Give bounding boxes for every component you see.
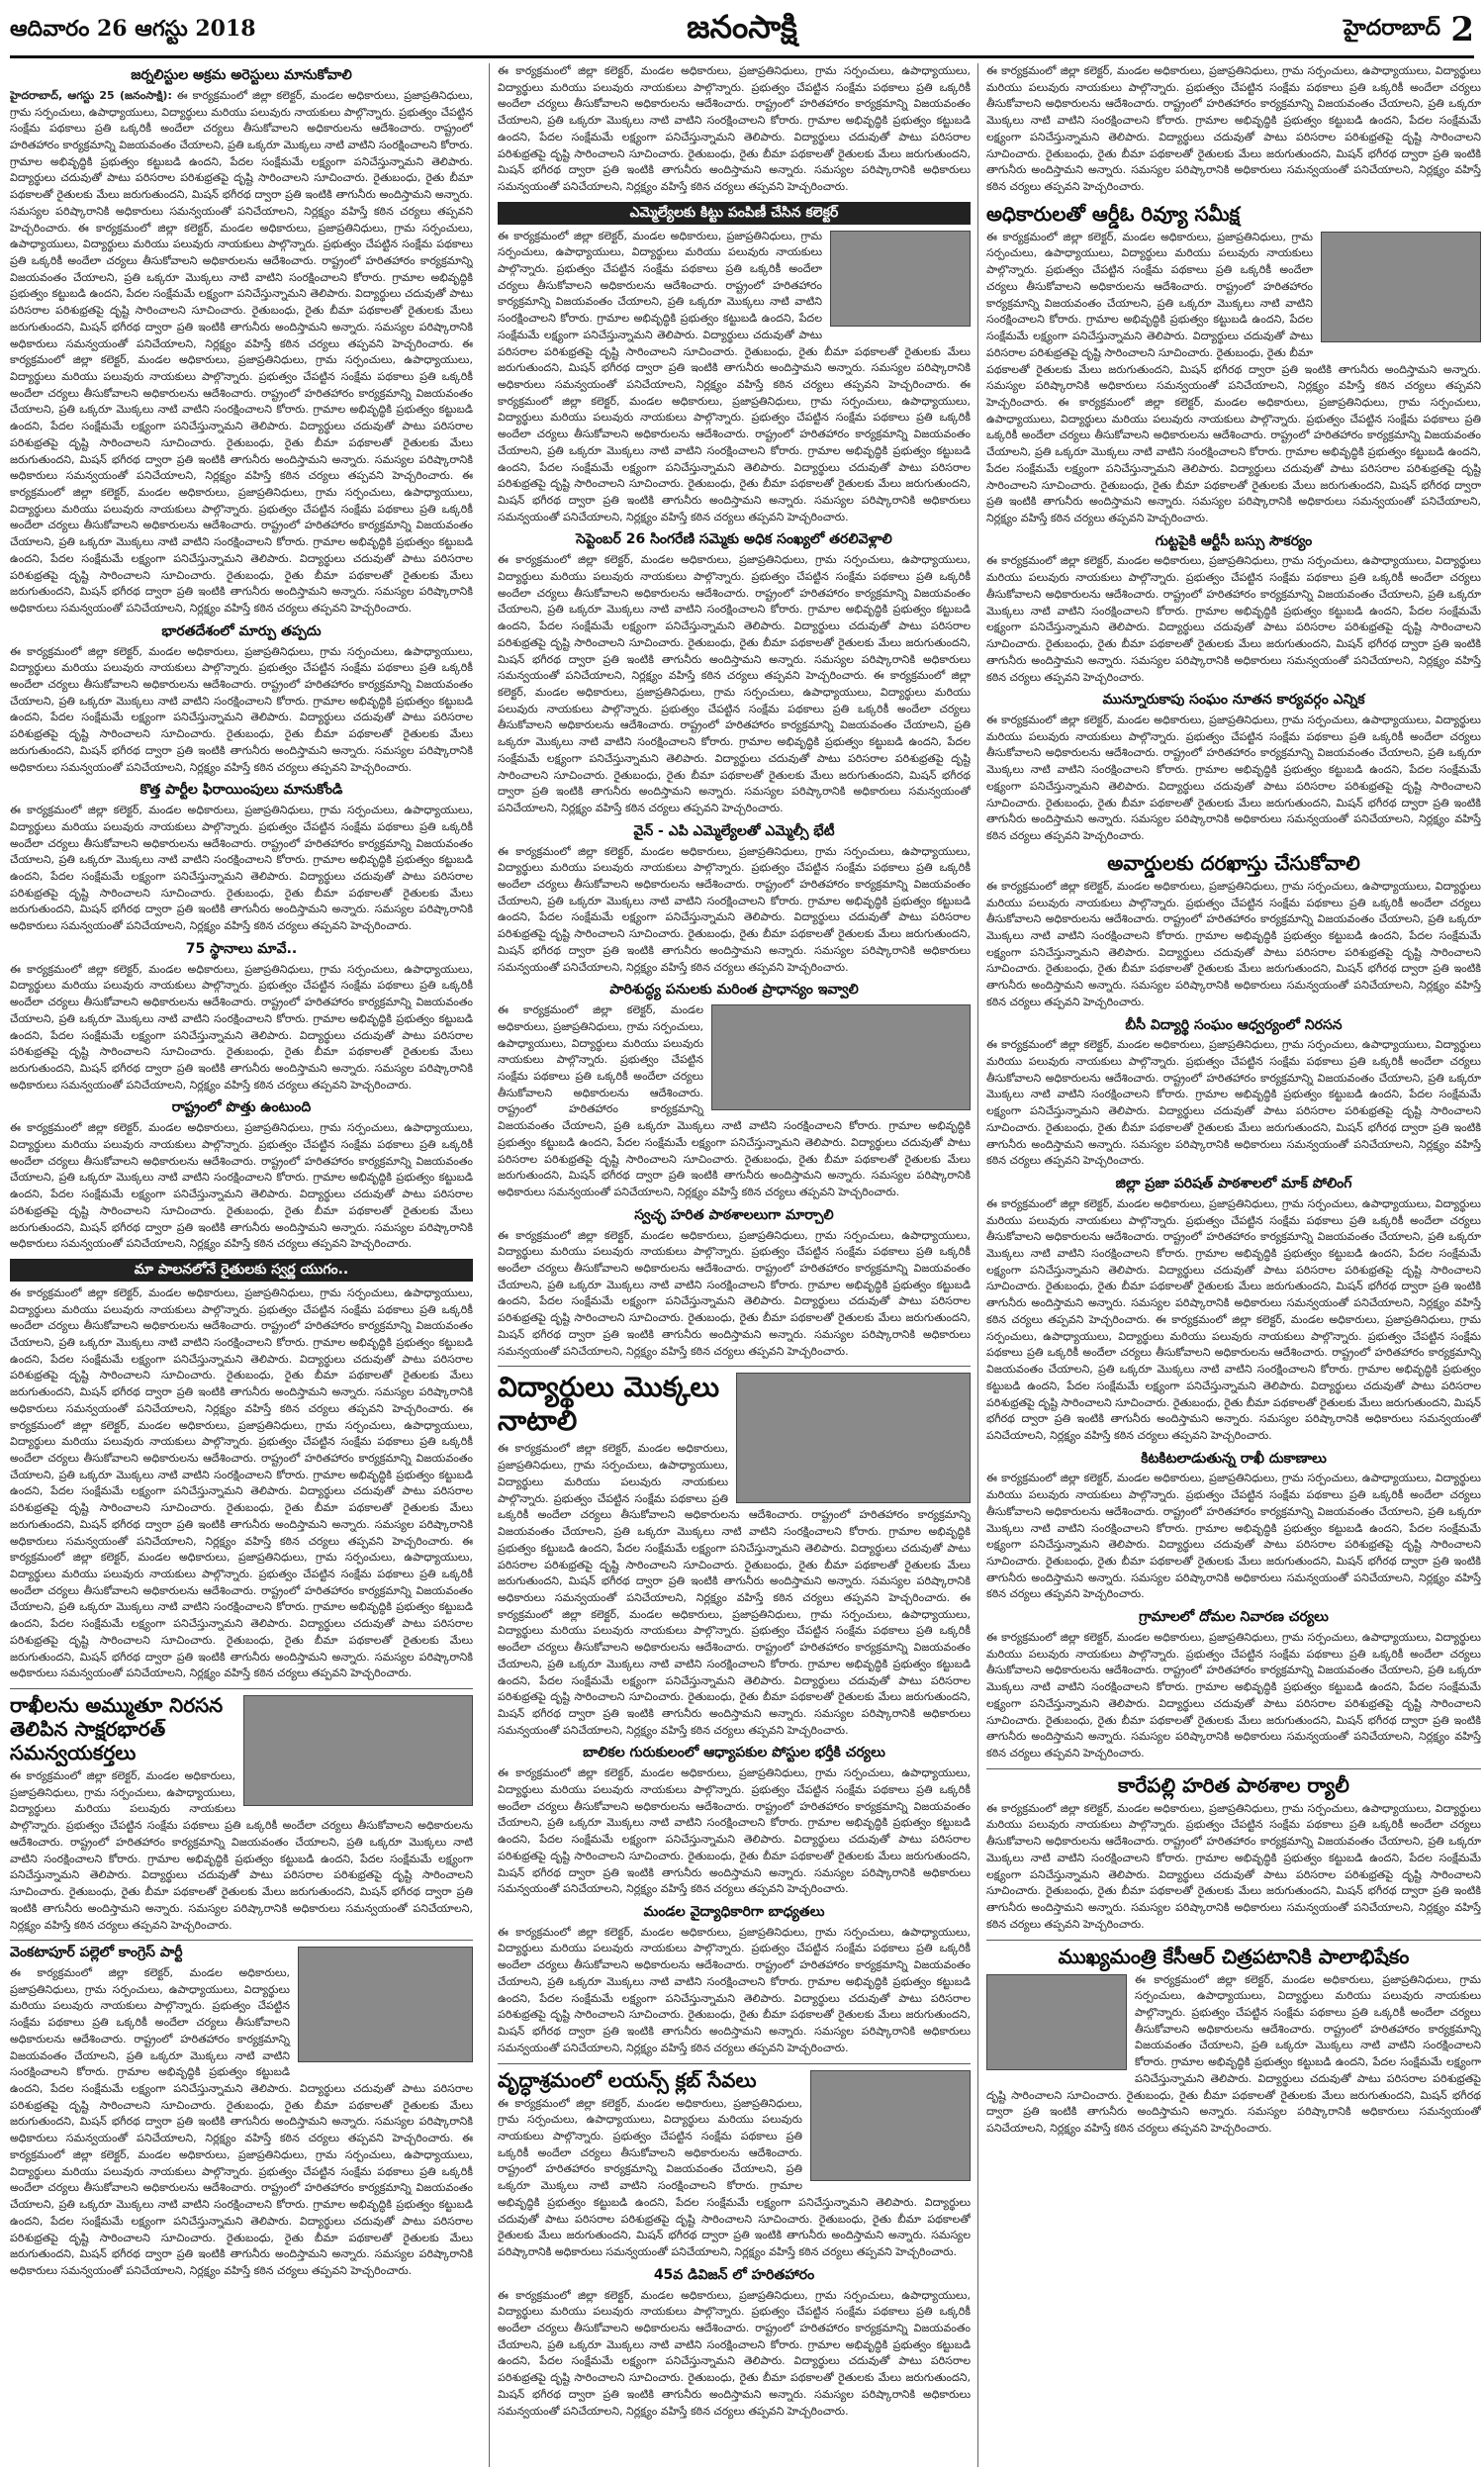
column-left [10, 63, 473, 2467]
masthead [10, 6, 1474, 58]
story [498, 1745, 971, 1898]
story [986, 533, 1481, 687]
page-number: 2 [1450, 10, 1474, 49]
story [498, 1371, 971, 1739]
story [986, 1176, 1481, 1445]
divider [986, 1940, 1481, 1941]
divider [498, 2063, 971, 2064]
headline: పారిశుద్ధ్య పనులకు మరింత ప్రాధాన్యం ఇవ్వాలి [609, 982, 859, 999]
headline: విద్యార్థులు మొక్కలు నాటాలి [498, 1371, 720, 1437]
headline: కొత్త పార్టీల ఫిరాయింపులు మానుకోండి [139, 782, 343, 799]
headline: జిల్లా ప్రజా పరిషత్ పాఠశాలలో మాక్ పోలింగ్ [1115, 1176, 1352, 1192]
news-photo [298, 1947, 473, 2062]
story [498, 1904, 971, 2057]
story-body: ఈ కార్యక్రమంలో జిల్లా కలెక్టర్, మండల అధికారులు, ప్రజాప్రతినిధులు, గ్రామ సర్పంచులు, ఉపాధ్యాయులు, విద్యార్థులు మరియు పలువురు నాయకులు పాల్గొన్నారు. ప్రభుత్వం చేపట్టిన సంక్షేమ పథకాలు ప్రతి ఒక్కరికీ అందేలా చర్యలు తీసుకోవాలని అధికారులను ఆదేశించారు. రాష్ట్రంలో హరితహారం కార్యక్రమాన్ని విజయవంతం చేయాలని, ప్రతి ఒక్కరూ మొక్కలు నాటి వాటిని సంరక్షించాలని కోరారు. గ్రామాల అభివృద్ధికి ప్రభుత్వం కట్టుబడి ఉందని, పేదల సంక్షేమమే లక్ష్యంగా పనిచేస్తున్నామని తెలిపారు. విద్యార్థులు చదువుతో పాటు పరిసరాల పరిశుభ్రతపై దృష్టి సారించాలని సూచించారు. రైతుబంధు, రైతు బీమా పథకాలతో రైతులకు మేలు జరుగుతుందని, మిషన్ భగీరథ ద్వారా ప్రతి ఇంటికి తాగునీరు అందిస్తామని అన్నారు. సమస్యల పరిష్కారానికి అధికారులు సమన్వయంతో పనిచేయాలని, నిర్లక్ష్యం వహిస్తే కఠిన చర్యలు తప్పవని హెచ్చరించారు. ఈ కార్యక్రమంలో జిల్లా కలెక్టర్, మండల అధికారులు, ప్రజాప్రతినిధులు, గ్రామ సర్పంచులు, ఉపాధ్యాయులు, విద్యార్థులు మరియు పలువురు నాయకులు పాల్గొన్నారు. ప్రభుత్వం చేపట్టిన సంక్షేమ పథకాలు ప్రతి ఒక్కరికీ అందేలా చర్యలు తీసుకోవాలని అధికారులను ఆదేశించారు. రాష్ట్రంలో హరితహారం కార్యక్రమాన్ని విజయవంతం చేయాలని, ప్రతి ఒక్కరూ మొక్కలు నాటి వాటిని సంరక్షించాలని కోరారు. గ్రామాల అభివృద్ధికి ప్రభుత్వం కట్టుబడి ఉందని, పేదల సంక్షేమమే లక్ష్యంగా పనిచేస్తున్నామని తెలిపారు. విద్యార్థులు చదువుతో పాటు పరిసరాల పరిశుభ్రతపై దృష్టి సారించాలని సూచించారు. రైతుబంధు, రైతు బీమా పథకాలతో రైతులకు మేలు జరుగుతుందని, మిషన్ భగీరథ ద్వారా ప్రతి ఇంటికి తాగునీరు అందిస్తామని అన్నారు. సమస్యల పరిష్కారానికి అధికారులు సమన్వయంతో పనిచేయాలని, నిర్లక్ష్యం వహిస్తే కఠిన చర్యలు తప్పవని హెచ్చరించారు. [498, 1442, 971, 1737]
headline: మండల వైద్యాధికారిగా బాధ్యతలు [643, 1903, 825, 1920]
headline: అవార్డులకు దరఖాస్తు చేసుకోవాలి [1107, 850, 1360, 875]
story-body: ఈ కార్యక్రమంలో జిల్లా కలెక్టర్, మండల అధికారులు, ప్రజాప్రతినిధులు, గ్రామ సర్పంచులు, ఉపాధ్యాయులు, విద్యార్థులు మరియు పలువురు నాయకులు పాల్గొన్నారు. ప్రభుత్వం చేపట్టిన సంక్షేమ పథకాలు ప్రతి ఒక్కరికీ అందేలా చర్యలు తీసుకోవాలని అధికారులను ఆదేశించారు. రాష్ట్రంలో హరితహారం కార్యక్రమాన్ని విజయవంతం చేయాలని, ప్రతి ఒక్కరూ మొక్కలు నాటి వాటిని సంరక్షించాలని కోరారు. గ్రామాల అభివృద్ధికి ప్రభుత్వం కట్టుబడి ఉందని, పేదల సంక్షేమమే లక్ష్యంగా పనిచేస్తున్నామని తెలిపారు. విద్యార్థులు చదువుతో పాటు పరిసరాల పరిశుభ్రతపై దృష్టి సారించాలని సూచించారు. రైతుబంధు, రైతు బీమా పథకాలతో రైతులకు మేలు జరుగుతుందని, మిషన్ భగీరథ ద్వారా ప్రతి ఇంటికి తాగునీరు అందిస్తామని అన్నారు. సమస్యల పరిష్కారానికి అధికారులు సమన్వయంతో పనిచేయాలని, నిర్లక్ష్యం వహిస్తే కఠిన చర్యలు తప్పవని హెచ్చరించారు. [498, 1228, 971, 1358]
story-body: ఈ కార్యక్రమంలో జిల్లా కలెక్టర్, మండల అధికారులు, ప్రజాప్రతినిధులు, గ్రామ సర్పంచులు, ఉపాధ్యాయులు, విద్యార్థులు మరియు పలువురు నాయకులు పాల్గొన్నారు. ప్రభుత్వం చేపట్టిన సంక్షేమ పథకాలు ప్రతి ఒక్కరికీ అందేలా చర్యలు తీసుకోవాలని అధికారులను ఆదేశించారు. రాష్ట్రంలో హరితహారం కార్యక్రమాన్ని విజయవంతం చేయాలని, ప్రతి ఒక్కరూ మొక్కలు నాటి వాటిని సంరక్షించాలని కోరారు. గ్రామాల అభివృద్ధికి ప్రభుత్వం కట్టుబడి ఉందని, పేదల సంక్షేమమే లక్ష్యంగా పనిచేస్తున్నామని తెలిపారు. విద్యార్థులు చదువుతో పాటు పరిసరాల పరిశుభ్రతపై దృష్టి సారించాలని సూచించారు. రైతుబంధు, రైతు బీమా పథకాలతో రైతులకు మేలు జరుగుతుందని, మిషన్ భగీరథ ద్వారా ప్రతి ఇంటికి తాగునీరు అందిస్తామని అన్నారు. సమస్యల పరిష్కారానికి అధికారులు సమన్వయంతో పనిచేయాలని, నిర్లక్ష్యం వహిస్తే కఠిన చర్యలు తప్పవని హెచ్చరించారు. [10, 644, 473, 774]
story [986, 202, 1481, 527]
divider [10, 1940, 473, 1941]
story [986, 851, 1481, 1011]
news-photo [810, 2070, 971, 2181]
story [498, 2068, 971, 2261]
story-body: ఈ కార్యక్రమంలో జిల్లా కలెక్టర్, మండల అధికారులు, ప్రజాప్రతినిధులు, గ్రామ సర్పంచులు, ఉపాధ్యాయులు, విద్యార్థులు మరియు పలువురు నాయకులు పాల్గొన్నారు. ప్రభుత్వం చేపట్టిన సంక్షేమ పథకాలు ప్రతి ఒక్కరికీ అందేలా చర్యలు తీసుకోవాలని అధికారులను ఆదేశించారు. రాష్ట్రంలో హరితహారం కార్యక్రమాన్ని విజయవంతం చేయాలని, ప్రతి ఒక్కరూ మొక్కలు నాటి వాటిని సంరక్షించాలని కోరారు. గ్రామాల అభివృద్ధికి ప్రభుత్వం కట్టుబడి ఉందని, పేదల సంక్షేమమే లక్ష్యంగా పనిచేస్తున్నామని తెలిపారు. విద్యార్థులు చదువుతో పాటు పరిసరాల పరిశుభ్రతపై దృష్టి సారించాలని సూచించారు. రైతుబంధు, రైతు బీమా పథకాలతో రైతులకు మేలు జరుగుతుందని, మిషన్ భగీరథ ద్వారా ప్రతి ఇంటికి తాగునీరు అందిస్తామని అన్నారు. సమస్యల పరిష్కారానికి అధికారులు సమన్వయంతో పనిచేయాలని, నిర్లక్ష్యం వహిస్తే కఠిన చర్యలు తప్పవని హెచ్చరించారు. [498, 64, 971, 194]
story-body: ఈ కార్యక్రమంలో జిల్లా కలెక్టర్, మండల అధికారులు, ప్రజాప్రతినిధులు, గ్రామ సర్పంచులు, ఉపాధ్యాయులు, విద్యార్థులు మరియు పలువురు నాయకులు పాల్గొన్నారు. ప్రభుత్వం చేపట్టిన సంక్షేమ పథకాలు ప్రతి ఒక్కరికీ అందేలా చర్యలు తీసుకోవాలని అధికారులను ఆదేశించారు. రాష్ట్రంలో హరితహారం కార్యక్రమాన్ని విజయవంతం చేయాలని, ప్రతి ఒక్కరూ మొక్కలు నాటి వాటిని సంరక్షించాలని కోరారు. గ్రామాల అభివృద్ధికి ప్రభుత్వం కట్టుబడి ఉందని, పేదల సంక్షేమమే లక్ష్యంగా పనిచేస్తున్నామని తెలిపారు. విద్యార్థులు చదువుతో పాటు పరిసరాల పరిశుభ్రతపై దృష్టి సారించాలని సూచించారు. రైతుబంధు, రైతు బీమా పథకాలతో రైతులకు మేలు జరుగుతుందని, మిషన్ భగీరథ ద్వారా ప్రతి ఇంటికి తాగునీరు అందిస్తామని అన్నారు. సమస్యల పరిష్కారానికి అధికారులు సమన్వయంతో పనిచేయాలని, నిర్లక్ష్యం వహిస్తే కఠిన చర్యలు తప్పవని హెచ్చరించారు. [498, 844, 971, 974]
news-photo [830, 231, 971, 327]
headline: సెప్టెంబర్ 26 సింగరేణి సమ్మెకు అధిక సంఖ్యలో తరలివెళ్లాలి [576, 531, 892, 548]
story-body: ఈ కార్యక్రమంలో జిల్లా కలెక్టర్, మండల అధికారులు, ప్రజాప్రతినిధులు, గ్రామ సర్పంచులు, ఉపాధ్యాయులు, విద్యార్థులు మరియు పలువురు నాయకులు పాల్గొన్నారు. ప్రభుత్వం చేపట్టిన సంక్షేమ పథకాలు ప్రతి ఒక్కరికీ అందేలా చర్యలు తీసుకోవాలని అధికారులను ఆదేశించారు. రాష్ట్రంలో హరితహారం కార్యక్రమాన్ని విజయవంతం చేయాలని, ప్రతి ఒక్కరూ మొక్కలు నాటి వాటిని సంరక్షించాలని కోరారు. గ్రామాల అభివృద్ధికి ప్రభుత్వం కట్టుబడి ఉందని, పేదల సంక్షేమమే లక్ష్యంగా పనిచేస్తున్నామని తెలిపారు. విద్యార్థులు చదువుతో పాటు పరిసరాల పరిశుభ్రతపై దృష్టి సారించాలని సూచించారు. రైతుబంధు, రైతు బీమా పథకాలతో రైతులకు మేలు జరుగుతుందని, మిషన్ భగీరథ ద్వారా ప్రతి ఇంటికి తాగునీరు అందిస్తామని అన్నారు. సమస్యల పరిష్కారానికి అధికారులు సమన్వయంతో పనిచేయాలని, నిర్లక్ష్యం వహిస్తే కఠిన చర్యలు తప్పవని హెచ్చరించారు. [498, 1766, 971, 1896]
divider [986, 1768, 1481, 1769]
headline: వైన్ - ఎపి ఎమ్మెల్యేలతో ఎమ్మెల్సీ భేటీ [633, 822, 835, 839]
story-body: ఈ కార్యక్రమంలో జిల్లా కలెక్టర్, మండల అధికారులు, ప్రజాప్రతినిధులు, గ్రామ సర్పంచులు, ఉపాధ్యాయులు, విద్యార్థులు మరియు పలువురు నాయకులు పాల్గొన్నారు. ప్రభుత్వం చేపట్టిన సంక్షేమ పథకాలు ప్రతి ఒక్కరికీ అందేలా చర్యలు తీసుకోవాలని అధికారులను ఆదేశించారు. రాష్ట్రంలో హరితహారం కార్యక్రమాన్ని విజయవంతం చేయాలని, ప్రతి ఒక్కరూ మొక్కలు నాటి వాటిని సంరక్షించాలని కోరారు. గ్రామాల అభివృద్ధికి ప్రభుత్వం కట్టుబడి ఉందని, పేదల సంక్షేమమే లక్ష్యంగా పనిచేస్తున్నామని తెలిపారు. విద్యార్థులు చదువుతో పాటు పరిసరాల పరిశుభ్రతపై దృష్టి సారించాలని సూచించారు. రైతుబంధు, రైతు బీమా పథకాలతో రైతులకు మేలు జరుగుతుందని, మిషన్ భగీరథ ద్వారా ప్రతి ఇంటికి తాగునీరు అందిస్తామని అన్నారు. సమస్యల పరిష్కారానికి అధికారులు సమన్వయంతో పనిచేయాలని, నిర్లక్ష్యం వహిస్తే కఠిన చర్యలు తప్పవని హెచ్చరించారు. ఈ కార్యక్రమంలో జిల్లా కలెక్టర్, మండల అధికారులు, ప్రజాప్రతినిధులు, గ్రామ సర్పంచులు, ఉపాధ్యాయులు, విద్యార్థులు మరియు పలువురు నాయకులు పాల్గొన్నారు. ప్రభుత్వం చేపట్టిన సంక్షేమ పథకాలు ప్రతి ఒక్కరికీ అందేలా చర్యలు తీసుకోవాలని అధికారులను ఆదేశించారు. రాష్ట్రంలో హరితహారం కార్యక్రమాన్ని విజయవంతం చేయాలని, ప్రతి ఒక్కరూ మొక్కలు నాటి వాటిని సంరక్షించాలని కోరారు. గ్రామాల అభివృద్ధికి ప్రభుత్వం కట్టుబడి ఉందని, పేదల సంక్షేమమే లక్ష్యంగా పనిచేస్తున్నామని తెలిపారు. విద్యార్థులు చదువుతో పాటు పరిసరాల పరిశుభ్రతపై దృష్టి సారించాలని సూచించారు. రైతుబంధు, రైతు బీమా పథకాలతో రైతులకు మేలు జరుగుతుందని, మిషన్ భగీరథ ద్వారా ప్రతి ఇంటికి తాగునీరు అందిస్తామని అన్నారు. సమస్యల పరిష్కారానికి అధికారులు సమన్వయంతో పనిచేయాలని, నిర్లక్ష్యం వహిస్తే కఠిన చర్యలు తప్పవని హెచ్చరించారు. [986, 230, 1481, 524]
story [986, 1945, 1481, 2138]
dateline: హైదరాబాద్, ఆగస్టు 25 (జనంసాక్షి): [10, 88, 172, 102]
story-body: ఈ కార్యక్రమంలో జిల్లా కలెక్టర్, మండల అధికారులు, ప్రజాప్రతినిధులు, గ్రామ సర్పంచులు, ఉపాధ్యాయులు, విద్యార్థులు మరియు పలువురు నాయకులు పాల్గొన్నారు. ప్రభుత్వం చేపట్టిన సంక్షేమ పథకాలు ప్రతి ఒక్కరికీ అందేలా చర్యలు తీసుకోవాలని అధికారులను ఆదేశించారు. రాష్ట్రంలో హరితహారం కార్యక్రమాన్ని విజయవంతం చేయాలని, ప్రతి ఒక్కరూ మొక్కలు నాటి వాటిని సంరక్షించాలని కోరారు. గ్రామాల అభివృద్ధికి ప్రభుత్వం కట్టుబడి ఉందని, పేదల సంక్షేమమే లక్ష్యంగా పనిచేస్తున్నామని తెలిపారు. విద్యార్థులు చదువుతో పాటు పరిసరాల పరిశుభ్రతపై దృష్టి సారించాలని సూచించారు. రైతుబంధు, రైతు బీమా పథకాలతో రైతులకు మేలు జరుగుతుందని, మిషన్ భగీరథ ద్వారా ప్రతి ఇంటికి తాగునీరు అందిస్తామని అన్నారు. సమస్యల పరిష్కారానికి అధికారులు సమన్వయంతో పనిచేయాలని, నిర్లక్ష్యం వహిస్తే కఠిన చర్యలు తప్పవని హెచ్చరించారు. [498, 2096, 971, 2258]
story-body: ఈ కార్యక్రమంలో జిల్లా కలెక్టర్, మండల అధికారులు, ప్రజాప్రతినిధులు, గ్రామ సర్పంచులు, ఉపాధ్యాయులు, విద్యార్థులు మరియు పలువురు నాయకులు పాల్గొన్నారు. ప్రభుత్వం చేపట్టిన సంక్షేమ పథకాలు ప్రతి ఒక్కరికీ అందేలా చర్యలు తీసుకోవాలని అధికారులను ఆదేశించారు. రాష్ట్రంలో హరితహారం కార్యక్రమాన్ని విజయవంతం చేయాలని, ప్రతి ఒక్కరూ మొక్కలు నాటి వాటిని సంరక్షించాలని కోరారు. గ్రామాల అభివృద్ధికి ప్రభుత్వం కట్టుబడి ఉందని, పేదల సంక్షేమమే లక్ష్యంగా పనిచేస్తున్నామని తెలిపారు. విద్యార్థులు చదువుతో పాటు పరిసరాల పరిశుభ్రతపై దృష్టి సారించాలని సూచించారు. రైతుబంధు, రైతు బీమా పథకాలతో రైతులకు మేలు జరుగుతుందని, మిషన్ భగీరథ ద్వారా ప్రతి ఇంటికి తాగునీరు అందిస్తామని అన్నారు. సమస్యల పరిష్కారానికి అధికారులు సమన్వయంతో పనిచేయాలని, నిర్లక్ష్యం వహిస్తే కఠిన చర్యలు తప్పవని హెచ్చరించారు. [986, 1038, 1481, 1168]
headline: మున్నూరుకాపు సంఘం నూతన కార్యవర్గం ఎన్నిక [1102, 692, 1365, 709]
story-body: ఈ కార్యక్రమంలో జిల్లా కలెక్టర్, మండల అధికారులు, ప్రజాప్రతినిధులు, గ్రామ సర్పంచులు, ఉపాధ్యాయులు, విద్యార్థులు మరియు పలువురు నాయకులు పాల్గొన్నారు. ప్రభుత్వం చేపట్టిన సంక్షేమ పథకాలు ప్రతి ఒక్కరికీ అందేలా చర్యలు తీసుకోవాలని అధికారులను ఆదేశించారు. రాష్ట్రంలో హరితహారం కార్యక్రమాన్ని విజయవంతం చేయాలని, ప్రతి ఒక్కరూ మొక్కలు నాటి వాటిని సంరక్షించాలని కోరారు. గ్రామాల అభివృద్ధికి ప్రభుత్వం కట్టుబడి ఉందని, పేదల సంక్షేమమే లక్ష్యంగా పనిచేస్తున్నామని తెలిపారు. విద్యార్థులు చదువుతో పాటు పరిసరాల పరిశుభ్రతపై దృష్టి సారించాలని సూచించారు. రైతుబంధు, రైతు బీమా పథకాలతో రైతులకు మేలు జరుగుతుందని, మిషన్ భగీరథ ద్వారా ప్రతి ఇంటికి తాగునీరు అందిస్తామని అన్నారు. సమస్యల పరిష్కారానికి అధికారులు సమన్వయంతో పనిచేయాలని, నిర్లక్ష్యం వహిస్తే కఠిన చర్యలు తప్పవని హెచ్చరించారు. [10, 804, 473, 933]
story-body: ఈ కార్యక్రమంలో జిల్లా కలెక్టర్, మండల అధికారులు, ప్రజాప్రతినిధులు, గ్రామ సర్పంచులు, ఉపాధ్యాయులు, విద్యార్థులు మరియు పలువురు నాయకులు పాల్గొన్నారు. ప్రభుత్వం చేపట్టిన సంక్షేమ పథకాలు ప్రతి ఒక్కరికీ అందేలా చర్యలు తీసుకోవాలని అధికారులను ఆదేశించారు. రాష్ట్రంలో హరితహారం కార్యక్రమాన్ని విజయవంతం చేయాలని, ప్రతి ఒక్కరూ మొక్కలు నాటి వాటిని సంరక్షించాలని కోరారు. గ్రామాల అభివృద్ధికి ప్రభుత్వం కట్టుబడి ఉందని, పేదల సంక్షేమమే లక్ష్యంగా పనిచేస్తున్నామని తెలిపారు. విద్యార్థులు చదువుతో పాటు పరిసరాల పరిశుభ్రతపై దృష్టి సారించాలని సూచించారు. రైతుబంధు, రైతు బీమా పథకాలతో రైతులకు మేలు జరుగుతుందని, మిషన్ భగీరథ ద్వారా ప్రతి ఇంటికి తాగునీరు అందిస్తామని అన్నారు. సమస్యల పరిష్కారానికి అధికారులు సమన్వయంతో పనిచేయాలని, నిర్లక్ష్యం వహిస్తే కఠిన చర్యలు తప్పవని హెచ్చరించారు. ఈ కార్యక్రమంలో జిల్లా కలెక్టర్, మండల అధికారులు, ప్రజాప్రతినిధులు, గ్రామ సర్పంచులు, ఉపాధ్యాయులు, విద్యార్థులు మరియు పలువురు నాయకులు పాల్గొన్నారు. ప్రభుత్వం చేపట్టిన సంక్షేమ పథకాలు ప్రతి ఒక్కరికీ అందేలా చర్యలు తీసుకోవాలని అధికారులను ఆదేశించారు. రాష్ట్రంలో హరితహారం కార్యక్రమాన్ని విజయవంతం చేయాలని, ప్రతి ఒక్కరూ మొక్కలు నాటి వాటిని సంరక్షించాలని కోరారు. గ్రామాల అభివృద్ధికి ప్రభుత్వం కట్టుబడి ఉందని, పేదల సంక్షేమమే లక్ష్యంగా పనిచేస్తున్నామని తెలిపారు. విద్యార్థులు చదువుతో పాటు పరిసరాల పరిశుభ్రతపై దృష్టి సారించాలని సూచించారు. రైతుబంధు, రైతు బీమా పథకాలతో రైతులకు మేలు జరుగుతుందని, మిషన్ భగీరథ ద్వారా ప్రతి ఇంటికి తాగునీరు అందిస్తామని అన్నారు. సమస్యల పరిష్కారానికి అధికారులు సమన్వయంతో పనిచేయాలని, నిర్లక్ష్యం వహిస్తే కఠిన చర్యలు తప్పవని హెచ్చరించారు. ఈ కార్యక్రమంలో జిల్లా కలెక్టర్, మండల అధికారులు, ప్రజాప్రతినిధులు, గ్రామ సర్పంచులు, ఉపాధ్యాయులు, విద్యార్థులు మరియు పలువురు నాయకులు పాల్గొన్నారు. ప్రభుత్వం చేపట్టిన సంక్షేమ పథకాలు ప్రతి ఒక్కరికీ అందేలా చర్యలు తీసుకోవాలని అధికారులను ఆదేశించారు. రాష్ట్రంలో హరితహారం కార్యక్రమాన్ని విజయవంతం చేయాలని, ప్రతి ఒక్కరూ మొక్కలు నాటి వాటిని సంరక్షించాలని కోరారు. గ్రామాల అభివృద్ధికి ప్రభుత్వం కట్టుబడి ఉందని, పేదల సంక్షేమమే లక్ష్యంగా పనిచేస్తున్నామని తెలిపారు. విద్యార్థులు చదువుతో పాటు పరిసరాల పరిశుభ్రతపై దృష్టి సారించాలని సూచించారు. రైతుబంధు, రైతు బీమా పథకాలతో రైతులకు మేలు జరుగుతుందని, మిషన్ భగీరథ ద్వారా ప్రతి ఇంటికి తాగునీరు అందిస్తామని అన్నారు. సమస్యల పరిష్కారానికి అధికారులు సమన్వయంతో పనిచేయాలని, నిర్లక్ష్యం వహిస్తే కఠిన చర్యలు తప్పవని హెచ్చరించారు. [10, 1285, 473, 1680]
headline: కిటకిటలాడుతున్న రాఖీ దుకాణాలు [1141, 1450, 1327, 1467]
headline: ఎమ్మెల్యేలకు కిట్టు పంపిణీ చేసిన కలెక్టర్ [498, 202, 971, 225]
headline: రాఖీలను అమ్ముతూ నిరసన తెలిపిన సాక్షరభారత్ సమన్వయకర్తలు [10, 1693, 224, 1765]
story-body: ఈ కార్యక్రమంలో జిల్లా కలెక్టర్, మండల అధికారులు, ప్రజాప్రతినిధులు, గ్రామ సర్పంచులు, ఉపాధ్యాయులు, విద్యార్థులు మరియు పలువురు నాయకులు పాల్గొన్నారు. ప్రభుత్వం చేపట్టిన సంక్షేమ పథకాలు ప్రతి ఒక్కరికీ అందేలా చర్యలు తీసుకోవాలని అధికారులను ఆదేశించారు. రాష్ట్రంలో హరితహారం కార్యక్రమాన్ని విజయవంతం చేయాలని, ప్రతి ఒక్కరూ మొక్కలు నాటి వాటిని సంరక్షించాలని కోరారు. గ్రామాల అభివృద్ధికి ప్రభుత్వం కట్టుబడి ఉందని, పేదల సంక్షేమమే లక్ష్యంగా పనిచేస్తున్నామని తెలిపారు. విద్యార్థులు చదువుతో పాటు పరిసరాల పరిశుభ్రతపై దృష్టి సారించాలని సూచించారు. రైతుబంధు, రైతు బీమా పథకాలతో రైతులకు మేలు జరుగుతుందని, మిషన్ భగీరథ ద్వారా ప్రతి ఇంటికి తాగునీరు అందిస్తామని అన్నారు. సమస్యల పరిష్కారానికి అధికారులు సమన్వయంతో పనిచేయాలని, నిర్లక్ష్యం వహిస్తే కఠిన చర్యలు తప్పవని హెచ్చరించారు. [498, 1925, 971, 2054]
story-body: హైదరాబాద్, ఆగస్టు 25 (జనంసాక్షి): ఈ కార్యక్రమంలో జిల్లా కలెక్టర్, మండల అధికారులు, ప్రజాప్రతినిధులు, గ్రామ సర్పంచులు, ఉపాధ్యాయులు, విద్యార్థులు మరియు పలువురు నాయకులు పాల్గొన్నారు. ప్రభుత్వం చేపట్టిన సంక్షేమ పథకాలు ప్రతి ఒక్కరికీ అందేలా చర్యలు తీసుకోవాలని అధికారులను ఆదేశించారు. రాష్ట్రంలో హరితహారం కార్యక్రమాన్ని విజయవంతం చేయాలని, ప్రతి ఒక్కరూ మొక్కలు నాటి వాటిని సంరక్షించాలని కోరారు. గ్రామాల అభివృద్ధికి ప్రభుత్వం కట్టుబడి ఉందని, పేదల సంక్షేమమే లక్ష్యంగా పనిచేస్తున్నామని తెలిపారు. విద్యార్థులు చదువుతో పాటు పరిసరాల పరిశుభ్రతపై దృష్టి సారించాలని సూచించారు. రైతుబంధు, రైతు బీమా పథకాలతో రైతులకు మేలు జరుగుతుందని, మిషన్ భగీరథ ద్వారా ప్రతి ఇంటికి తాగునీరు అందిస్తామని అన్నారు. సమస్యల పరిష్కారానికి అధికారులు సమన్వయంతో పనిచేయాలని, నిర్లక్ష్యం వహిస్తే కఠిన చర్యలు తప్పవని హెచ్చరించారు. ఈ కార్యక్రమంలో జిల్లా కలెక్టర్, మండల అధికారులు, ప్రజాప్రతినిధులు, గ్రామ సర్పంచులు, ఉపాధ్యాయులు, విద్యార్థులు మరియు పలువురు నాయకులు పాల్గొన్నారు. ప్రభుత్వం చేపట్టిన సంక్షేమ పథకాలు ప్రతి ఒక్కరికీ అందేలా చర్యలు తీసుకోవాలని అధికారులను ఆదేశించారు. రాష్ట్రంలో హరితహారం కార్యక్రమాన్ని విజయవంతం చేయాలని, ప్రతి ఒక్కరూ మొక్కలు నాటి వాటిని సంరక్షించాలని కోరారు. గ్రామాల అభివృద్ధికి ప్రభుత్వం కట్టుబడి ఉందని, పేదల సంక్షేమమే లక్ష్యంగా పనిచేస్తున్నామని తెలిపారు. విద్యార్థులు చదువుతో పాటు పరిసరాల పరిశుభ్రతపై దృష్టి సారించాలని సూచించారు. రైతుబంధు, రైతు బీమా పథకాలతో రైతులకు మేలు జరుగుతుందని, మిషన్ భగీరథ ద్వారా ప్రతి ఇంటికి తాగునీరు అందిస్తామని అన్నారు. సమస్యల పరిష్కారానికి అధికారులు సమన్వయంతో పనిచేయాలని, నిర్లక్ష్యం వహిస్తే కఠిన చర్యలు తప్పవని హెచ్చరించారు. ఈ కార్యక్రమంలో జిల్లా కలెక్టర్, మండల అధికారులు, ప్రజాప్రతినిధులు, గ్రామ సర్పంచులు, ఉపాధ్యాయులు, విద్యార్థులు మరియు పలువురు నాయకులు పాల్గొన్నారు. ప్రభుత్వం చేపట్టిన సంక్షేమ పథకాలు ప్రతి ఒక్కరికీ అందేలా చర్యలు తీసుకోవాలని అధికారులను ఆదేశించారు. రాష్ట్రంలో హరితహారం కార్యక్రమాన్ని విజయవంతం చేయాలని, ప్రతి ఒక్కరూ మొక్కలు నాటి వాటిని సంరక్షించాలని కోరారు. గ్రామాల అభివృద్ధికి ప్రభుత్వం కట్టుబడి ఉందని, పేదల సంక్షేమమే లక్ష్యంగా పనిచేస్తున్నామని తెలిపారు. విద్యార్థులు చదువుతో పాటు పరిసరాల పరిశుభ్రతపై దృష్టి సారించాలని సూచించారు. రైతుబంధు, రైతు బీమా పథకాలతో రైతులకు మేలు జరుగుతుందని, మిషన్ భగీరథ ద్వారా ప్రతి ఇంటికి తాగునీరు అందిస్తామని అన్నారు. సమస్యల పరిష్కారానికి అధికారులు సమన్వయంతో పనిచేయాలని, నిర్లక్ష్యం వహిస్తే కఠిన చర్యలు తప్పవని హెచ్చరించారు. ఈ కార్యక్రమంలో జిల్లా కలెక్టర్, మండల అధికారులు, ప్రజాప్రతినిధులు, గ్రామ సర్పంచులు, ఉపాధ్యాయులు, విద్యార్థులు మరియు పలువురు నాయకులు పాల్గొన్నారు. ప్రభుత్వం చేపట్టిన సంక్షేమ పథకాలు ప్రతి ఒక్కరికీ అందేలా చర్యలు తీసుకోవాలని అధికారులను ఆదేశించారు. రాష్ట్రంలో హరితహారం కార్యక్రమాన్ని విజయవంతం చేయాలని, ప్రతి ఒక్కరూ మొక్కలు నాటి వాటిని సంరక్షించాలని కోరారు. గ్రామాల అభివృద్ధికి ప్రభుత్వం కట్టుబడి ఉందని, పేదల సంక్షేమమే లక్ష్యంగా పనిచేస్తున్నామని తెలిపారు. విద్యార్థులు చదువుతో పాటు పరిసరాల పరిశుభ్రతపై దృష్టి సారించాలని సూచించారు. రైతుబంధు, రైతు బీమా పథకాలతో రైతులకు మేలు జరుగుతుందని, మిషన్ భగీరథ ద్వారా ప్రతి ఇంటికి తాగునీరు అందిస్తామని అన్నారు. సమస్యల పరిష్కారానికి అధికారులు సమన్వయంతో పనిచేయాలని, నిర్లక్ష్యం వహిస్తే కఠిన చర్యలు తప్పవని హెచ్చరించారు. [10, 88, 473, 616]
story-body: ఈ కార్యక్రమంలో జిల్లా కలెక్టర్, మండల అధికారులు, ప్రజాప్రతినిధులు, గ్రామ సర్పంచులు, ఉపాధ్యాయులు, విద్యార్థులు మరియు పలువురు నాయకులు పాల్గొన్నారు. ప్రభుత్వం చేపట్టిన సంక్షేమ పథకాలు ప్రతి ఒక్కరికీ అందేలా చర్యలు తీసుకోవాలని అధికారులను ఆదేశించారు. రాష్ట్రంలో హరితహారం కార్యక్రమాన్ని విజయవంతం చేయాలని, ప్రతి ఒక్కరూ మొక్కలు నాటి వాటిని సంరక్షించాలని కోరారు. గ్రామాల అభివృద్ధికి ప్రభుత్వం కట్టుబడి ఉందని, పేదల సంక్షేమమే లక్ష్యంగా పనిచేస్తున్నామని తెలిపారు. విద్యార్థులు చదువుతో పాటు పరిసరాల పరిశుభ్రతపై దృష్టి సారించాలని సూచించారు. రైతుబంధు, రైతు బీమా పథకాలతో రైతులకు మేలు జరుగుతుందని, మిషన్ భగీరథ ద్వారా ప్రతి ఇంటికి తాగునీరు అందిస్తామని అన్నారు. సమస్యల పరిష్కారానికి అధికారులు సమన్వయంతో పనిచేయాలని, నిర్లక్ష్యం వహిస్తే కఠిన చర్యలు తప్పవని హెచ్చరించారు. [498, 1003, 971, 1199]
news-photo [736, 1373, 971, 1503]
news-photo [243, 1695, 473, 1806]
headline: భారతదేశంలో మార్పు తప్పదు [161, 622, 322, 639]
headline: గుట్టపైకి ఆర్టీసీ బస్సు సౌకర్యం [1155, 532, 1313, 549]
headline: కారేపల్లి హరిత పాఠశాల ర్యాలీ [1118, 1772, 1349, 1797]
headline: ముఖ్యమంత్రి కేసీఆర్ చిత్రపటానికి పాలాభిషేకం [1058, 1944, 1410, 1968]
story [498, 202, 971, 526]
story [498, 63, 971, 196]
story-body: ఈ కార్యక్రమంలో జిల్లా కలెక్టర్, మండల అధికారులు, ప్రజాప్రతినిధులు, గ్రామ సర్పంచులు, ఉపాధ్యాయులు, విద్యార్థులు మరియు పలువురు నాయకులు పాల్గొన్నారు. ప్రభుత్వం చేపట్టిన సంక్షేమ పథకాలు ప్రతి ఒక్కరికీ అందేలా చర్యలు తీసుకోవాలని అధికారులను ఆదేశించారు. రాష్ట్రంలో హరితహారం కార్యక్రమాన్ని విజయవంతం చేయాలని, ప్రతి ఒక్కరూ మొక్కలు నాటి వాటిని సంరక్షించాలని కోరారు. గ్రామాల అభివృద్ధికి ప్రభుత్వం కట్టుబడి ఉందని, పేదల సంక్షేమమే లక్ష్యంగా పనిచేస్తున్నామని తెలిపారు. విద్యార్థులు చదువుతో పాటు పరిసరాల పరిశుభ్రతపై దృష్టి సారించాలని సూచించారు. రైతుబంధు, రైతు బీమా పథకాలతో రైతులకు మేలు జరుగుతుందని, మిషన్ భగీరథ ద్వారా ప్రతి ఇంటికి తాగునీరు అందిస్తామని అన్నారు. సమస్యల పరిష్కారానికి అధికారులు సమన్వయంతో పనిచేయాలని, నిర్లక్ష్యం వహిస్తే కఠిన చర్యలు తప్పవని హెచ్చరించారు. [986, 1472, 1481, 1601]
story [986, 1773, 1481, 1934]
story [986, 1017, 1481, 1171]
story-body: ఈ కార్యక్రమంలో జిల్లా కలెక్టర్, మండల అధికారులు, ప్రజాప్రతినిధులు, గ్రామ సర్పంచులు, ఉపాధ్యాయులు, విద్యార్థులు మరియు పలువురు నాయకులు పాల్గొన్నారు. ప్రభుత్వం చేపట్టిన సంక్షేమ పథకాలు ప్రతి ఒక్కరికీ అందేలా చర్యలు తీసుకోవాలని అధికారులను ఆదేశించారు. రాష్ట్రంలో హరితహారం కార్యక్రమాన్ని విజయవంతం చేయాలని, ప్రతి ఒక్కరూ మొక్కలు నాటి వాటిని సంరక్షించాలని కోరారు. గ్రామాల అభివృద్ధికి ప్రభుత్వం కట్టుబడి ఉందని, పేదల సంక్షేమమే లక్ష్యంగా పనిచేస్తున్నామని తెలిపారు. విద్యార్థులు చదువుతో పాటు పరిసరాల పరిశుభ్రతపై దృష్టి సారించాలని సూచించారు. రైతుబంధు, రైతు బీమా పథకాలతో రైతులకు మేలు జరుగుతుందని, మిషన్ భగీరథ ద్వారా ప్రతి ఇంటికి తాగునీరు అందిస్తామని అన్నారు. సమస్యల పరిష్కారానికి అధికారులు సమన్వయంతో పనిచేయాలని, నిర్లక్ష్యం వహిస్తే కఠిన చర్యలు తప్పవని హెచ్చరించారు. [10, 1121, 473, 1251]
divider [10, 1688, 473, 1689]
headline: అధికారులతో ఆర్డీఓ రివ్యూ సమీక్ష [986, 201, 1241, 226]
story [10, 1693, 473, 1934]
story [498, 823, 971, 977]
story-body: ఈ కార్యక్రమంలో జిల్లా కలెక్టర్, మండల అధికారులు, ప్రజాప్రతినిధులు, గ్రామ సర్పంచులు, ఉపాధ్యాయులు, విద్యార్థులు మరియు పలువురు నాయకులు పాల్గొన్నారు. ప్రభుత్వం చేపట్టిన సంక్షేమ పథకాలు ప్రతి ఒక్కరికీ అందేలా చర్యలు తీసుకోవాలని అధికారులను ఆదేశించారు. రాష్ట్రంలో హరితహారం కార్యక్రమాన్ని విజయవంతం చేయాలని, ప్రతి ఒక్కరూ మొక్కలు నాటి వాటిని సంరక్షించాలని కోరారు. గ్రామాల అభివృద్ధికి ప్రభుత్వం కట్టుబడి ఉందని, పేదల సంక్షేమమే లక్ష్యంగా పనిచేస్తున్నామని తెలిపారు. విద్యార్థులు చదువుతో పాటు పరిసరాల పరిశుభ్రతపై దృష్టి సారించాలని సూచించారు. రైతుబంధు, రైతు బీమా పథకాలతో రైతులకు మేలు జరుగుతుందని, మిషన్ భగీరథ ద్వారా ప్రతి ఇంటికి తాగునీరు అందిస్తామని అన్నారు. సమస్యల పరిష్కారానికి అధికారులు సమన్వయంతో పనిచేయాలని, నిర్లక్ష్యం వహిస్తే కఠిన చర్యలు తప్పవని హెచ్చరించారు. ఈ కార్యక్రమంలో జిల్లా కలెక్టర్, మండల అధికారులు, ప్రజాప్రతినిధులు, గ్రామ సర్పంచులు, ఉపాధ్యాయులు, విద్యార్థులు మరియు పలువురు నాయకులు పాల్గొన్నారు. ప్రభుత్వం చేపట్టిన సంక్షేమ పథకాలు ప్రతి ఒక్కరికీ అందేలా చర్యలు తీసుకోవాలని అధికారులను ఆదేశించారు. రాష్ట్రంలో హరితహారం కార్యక్రమాన్ని విజయవంతం చేయాలని, ప్రతి ఒక్కరూ మొక్కలు నాటి వాటిని సంరక్షించాలని కోరారు. గ్రామాల అభివృద్ధికి ప్రభుత్వం కట్టుబడి ఉందని, పేదల సంక్షేమమే లక్ష్యంగా పనిచేస్తున్నామని తెలిపారు. విద్యార్థులు చదువుతో పాటు పరిసరాల పరిశుభ్రతపై దృష్టి సారించాలని సూచించారు. రైతుబంధు, రైతు బీమా పథకాలతో రైతులకు మేలు జరుగుతుందని, మిషన్ భగీరథ ద్వారా ప్రతి ఇంటికి తాగునీరు అందిస్తామని అన్నారు. సమస్యల పరిష్కారానికి అధికారులు సమన్వయంతో పనిచేయాలని, నిర్లక్ష్యం వహిస్తే కఠిన చర్యలు తప్పవని హెచ్చరించారు. [498, 553, 971, 815]
story [10, 623, 473, 777]
news-photo [1321, 232, 1481, 342]
column-middle [489, 63, 971, 2467]
headline: గ్రామాలలో దోమల నివారణ చర్యలు [1139, 1609, 1329, 1626]
story [10, 1259, 473, 1682]
headline: బీసీ విద్యార్థి సంఘం ఆధ్వర్యంలో నిరసన [1125, 1016, 1343, 1033]
headline: మా పాలనలోనే రైతులకు స్వర్ణ యుగం.. [10, 1259, 473, 1282]
headline: 45వ డివిజన్ లో హరితహారం [653, 2266, 815, 2283]
story-body: ఈ కార్యక్రమంలో జిల్లా కలెక్టర్, మండల అధికారులు, ప్రజాప్రతినిధులు, గ్రామ సర్పంచులు, ఉపాధ్యాయులు, విద్యార్థులు మరియు పలువురు నాయకులు పాల్గొన్నారు. ప్రభుత్వం చేపట్టిన సంక్షేమ పథకాలు ప్రతి ఒక్కరికీ అందేలా చర్యలు తీసుకోవాలని అధికారులను ఆదేశించారు. రాష్ట్రంలో హరితహారం కార్యక్రమాన్ని విజయవంతం చేయాలని, ప్రతి ఒక్కరూ మొక్కలు నాటి వాటిని సంరక్షించాలని కోరారు. గ్రామాల అభివృద్ధికి ప్రభుత్వం కట్టుబడి ఉందని, పేదల సంక్షేమమే లక్ష్యంగా పనిచేస్తున్నామని తెలిపారు. విద్యార్థులు చదువుతో పాటు పరిసరాల పరిశుభ్రతపై దృష్టి సారించాలని సూచించారు. రైతుబంధు, రైతు బీమా పథకాలతో రైతులకు మేలు జరుగుతుందని, మిషన్ భగీరథ ద్వారా ప్రతి ఇంటికి తాగునీరు అందిస్తామని అన్నారు. సమస్యల పరిష్కారానికి అధికారులు సమన్వయంతో పనిచేయాలని, నిర్లక్ష్యం వహిస్తే కఠిన చర్యలు తప్పవని హెచ్చరించారు. ఈ కార్యక్రమంలో జిల్లా కలెక్టర్, మండల అధికారులు, ప్రజాప్రతినిధులు, గ్రామ సర్పంచులు, ఉపాధ్యాయులు, విద్యార్థులు మరియు పలువురు నాయకులు పాల్గొన్నారు. ప్రభుత్వం చేపట్టిన సంక్షేమ పథకాలు ప్రతి ఒక్కరికీ అందేలా చర్యలు తీసుకోవాలని అధికారులను ఆదేశించారు. రాష్ట్రంలో హరితహారం కార్యక్రమాన్ని విజయవంతం చేయాలని, ప్రతి ఒక్కరూ మొక్కలు నాటి వాటిని సంరక్షించాలని కోరారు. గ్రామాల అభివృద్ధికి ప్రభుత్వం కట్టుబడి ఉందని, పేదల సంక్షేమమే లక్ష్యంగా పనిచేస్తున్నామని తెలిపారు. విద్యార్థులు చదువుతో పాటు పరిసరాల పరిశుభ్రతపై దృష్టి సారించాలని సూచించారు. రైతుబంధు, రైతు బీమా పథకాలతో రైతులకు మేలు జరుగుతుందని, మిషన్ భగీరథ ద్వారా ప్రతి ఇంటికి తాగునీరు అందిస్తామని అన్నారు. సమస్యల పరిష్కారానికి అధికారులు సమన్వయంతో పనిచేయాలని, నిర్లక్ష్యం వహిస్తే కఠిన చర్యలు తప్పవని హెచ్చరించారు. [986, 1196, 1481, 1442]
newspaper-title: జనంసాక్షి [687, 8, 797, 46]
story [498, 982, 971, 1200]
story [10, 1099, 473, 1253]
headline: స్వచ్ఛ హరిత పాఠశాలలుగా మార్చాలి [634, 1206, 834, 1223]
story-body: ఈ కార్యక్రమంలో జిల్లా కలెక్టర్, మండల అధికారులు, ప్రజాప్రతినిధులు, గ్రామ సర్పంచులు, ఉపాధ్యాయులు, విద్యార్థులు మరియు పలువురు నాయకులు పాల్గొన్నారు. ప్రభుత్వం చేపట్టిన సంక్షేమ పథకాలు ప్రతి ఒక్కరికీ అందేలా చర్యలు తీసుకోవాలని అధికారులను ఆదేశించారు. రాష్ట్రంలో హరితహారం కార్యక్రమాన్ని విజయవంతం చేయాలని, ప్రతి ఒక్కరూ మొక్కలు నాటి వాటిని సంరక్షించాలని కోరారు. గ్రామాల అభివృద్ధికి ప్రభుత్వం కట్టుబడి ఉందని, పేదల సంక్షేమమే లక్ష్యంగా పనిచేస్తున్నామని తెలిపారు. విద్యార్థులు చదువుతో పాటు పరిసరాల పరిశుభ్రతపై దృష్టి సారించాలని సూచించారు. రైతుబంధు, రైతు బీమా పథకాలతో రైతులకు మేలు జరుగుతుందని, మిషన్ భగీరథ ద్వారా ప్రతి ఇంటికి తాగునీరు అందిస్తామని అన్నారు. సమస్యల పరిష్కారానికి అధికారులు సమన్వయంతో పనిచేయాలని, నిర్లక్ష్యం వహిస్తే కఠిన చర్యలు తప్పవని హెచ్చరించారు. [498, 2288, 971, 2418]
headline: జర్నలిస్టుల అక్రమ అరెస్టులు మానుకోవాలి [131, 67, 352, 83]
story-body: ఈ కార్యక్రమంలో జిల్లా కలెక్టర్, మండల అధికారులు, ప్రజాప్రతినిధులు, గ్రామ సర్పంచులు, ఉపాధ్యాయులు, విద్యార్థులు మరియు పలువురు నాయకులు పాల్గొన్నారు. ప్రభుత్వం చేపట్టిన సంక్షేమ పథకాలు ప్రతి ఒక్కరికీ అందేలా చర్యలు తీసుకోవాలని అధికారులను ఆదేశించారు. రాష్ట్రంలో హరితహారం కార్యక్రమాన్ని విజయవంతం చేయాలని, ప్రతి ఒక్కరూ మొక్కలు నాటి వాటిని సంరక్షించాలని కోరారు. గ్రామాల అభివృద్ధికి ప్రభుత్వం కట్టుబడి ఉందని, పేదల సంక్షేమమే లక్ష్యంగా పనిచేస్తున్నామని తెలిపారు. విద్యార్థులు చదువుతో పాటు పరిసరాల పరిశుభ్రతపై దృష్టి సారించాలని సూచించారు. రైతుబంధు, రైతు బీమా పథకాలతో రైతులకు మేలు జరుగుతుందని, మిషన్ భగీరథ ద్వారా ప్రతి ఇంటికి తాగునీరు అందిస్తామని అన్నారు. సమస్యల పరిష్కారానికి అధికారులు సమన్వయంతో పనిచేయాలని, నిర్లక్ష్యం వహిస్తే కఠిన చర్యలు తప్పవని హెచ్చరించారు. [986, 1631, 1481, 1761]
story [10, 782, 473, 935]
story [498, 1207, 971, 1361]
story [10, 67, 473, 618]
story-body: ఈ కార్యక్రమంలో జిల్లా కలెక్టర్, మండల అధికారులు, ప్రజాప్రతినిధులు, గ్రామ సర్పంచులు, ఉపాధ్యాయులు, విద్యార్థులు మరియు పలువురు నాయకులు పాల్గొన్నారు. ప్రభుత్వం చేపట్టిన సంక్షేమ పథకాలు ప్రతి ఒక్కరికీ అందేలా చర్యలు తీసుకోవాలని అధికారులను ఆదేశించారు. రాష్ట్రంలో హరితహారం కార్యక్రమాన్ని విజయవంతం చేయాలని, ప్రతి ఒక్కరూ మొక్కలు నాటి వాటిని సంరక్షించాలని కోరారు. గ్రామాల అభివృద్ధికి ప్రభుత్వం కట్టుబడి ఉందని, పేదల సంక్షేమమే లక్ష్యంగా పనిచేస్తున్నామని తెలిపారు. విద్యార్థులు చదువుతో పాటు పరిసరాల పరిశుభ్రతపై దృష్టి సారించాలని సూచించారు. రైతుబంధు, రైతు బీమా పథకాలతో రైతులకు మేలు జరుగుతుందని, మిషన్ భగీరథ ద్వారా ప్రతి ఇంటికి తాగునీరు అందిస్తామని అన్నారు. సమస్యల పరిష్కారానికి అధికారులు సమన్వయంతో పనిచేయాలని, నిర్లక్ష్యం వహిస్తే కఠిన చర్యలు తప్పవని హెచ్చరించారు. [986, 714, 1481, 843]
story [986, 1609, 1481, 1762]
story [498, 531, 971, 816]
story-body: ఈ కార్యక్రమంలో జిల్లా కలెక్టర్, మండల అధికారులు, ప్రజాప్రతినిధులు, గ్రామ సర్పంచులు, ఉపాధ్యాయులు, విద్యార్థులు మరియు పలువురు నాయకులు పాల్గొన్నారు. ప్రభుత్వం చేపట్టిన సంక్షేమ పథకాలు ప్రతి ఒక్కరికీ అందేలా చర్యలు తీసుకోవాలని అధికారులను ఆదేశించారు. రాష్ట్రంలో హరితహారం కార్యక్రమాన్ని విజయవంతం చేయాలని, ప్రతి ఒక్కరూ మొక్కలు నాటి వాటిని సంరక్షించాలని కోరారు. గ్రామాల అభివృద్ధికి ప్రభుత్వం కట్టుబడి ఉందని, పేదల సంక్షేమమే లక్ష్యంగా పనిచేస్తున్నామని తెలిపారు. విద్యార్థులు చదువుతో పాటు పరిసరాల పరిశుభ్రతపై దృష్టి సారించాలని సూచించారు. రైతుబంధు, రైతు బీమా పథకాలతో రైతులకు మేలు జరుగుతుందని, మిషన్ భగీరథ ద్వారా ప్రతి ఇంటికి తాగునీరు అందిస్తామని అన్నారు. సమస్యల పరిష్కారానికి అధికారులు సమన్వయంతో పనిచేయాలని, నిర్లక్ష్యం వహిస్తే కఠిన చర్యలు తప్పవని హెచ్చరించారు. [986, 1801, 1481, 1931]
news-photo [711, 1004, 971, 1110]
story-body: ఈ కార్యక్రమంలో జిల్లా కలెక్టర్, మండల అధికారులు, ప్రజాప్రతినిధులు, గ్రామ సర్పంచులు, ఉపాధ్యాయులు, విద్యార్థులు మరియు పలువురు నాయకులు పాల్గొన్నారు. ప్రభుత్వం చేపట్టిన సంక్షేమ పథకాలు ప్రతి ఒక్కరికీ అందేలా చర్యలు తీసుకోవాలని అధికారులను ఆదేశించారు. రాష్ట్రంలో హరితహారం కార్యక్రమాన్ని విజయవంతం చేయాలని, ప్రతి ఒక్కరూ మొక్కలు నాటి వాటిని సంరక్షించాలని కోరారు. గ్రామాల అభివృద్ధికి ప్రభుత్వం కట్టుబడి ఉందని, పేదల సంక్షేమమే లక్ష్యంగా పనిచేస్తున్నామని తెలిపారు. విద్యార్థులు చదువుతో పాటు పరిసరాల పరిశుభ్రతపై దృష్టి సారించాలని సూచించారు. రైతుబంధు, రైతు బీమా పథకాలతో రైతులకు మేలు జరుగుతుందని, మిషన్ భగీరథ ద్వారా ప్రతి ఇంటికి తాగునీరు అందిస్తామని అన్నారు. సమస్యల పరిష్కారానికి అధికారులు సమన్వయంతో పనిచేయాలని, నిర్లక్ష్యం వహిస్తే కఠిన చర్యలు తప్పవని హెచ్చరించారు. [986, 554, 1481, 684]
story-body: ఈ కార్యక్రమంలో జిల్లా కలెక్టర్, మండల అధికారులు, ప్రజాప్రతినిధులు, గ్రామ సర్పంచులు, ఉపాధ్యాయులు, విద్యార్థులు మరియు పలువురు నాయకులు పాల్గొన్నారు. ప్రభుత్వం చేపట్టిన సంక్షేమ పథకాలు ప్రతి ఒక్కరికీ అందేలా చర్యలు తీసుకోవాలని అధికారులను ఆదేశించారు. రాష్ట్రంలో హరితహారం కార్యక్రమాన్ని విజయవంతం చేయాలని, ప్రతి ఒక్కరూ మొక్కలు నాటి వాటిని సంరక్షించాలని కోరారు. గ్రామాల అభివృద్ధికి ప్రభుత్వం కట్టుబడి ఉందని, పేదల సంక్షేమమే లక్ష్యంగా పనిచేస్తున్నామని తెలిపారు. విద్యార్థులు చదువుతో పాటు పరిసరాల పరిశుభ్రతపై దృష్టి సారించాలని సూచించారు. రైతుబంధు, రైతు బీమా పథకాలతో రైతులకు మేలు జరుగుతుందని, మిషన్ భగీరథ ద్వారా ప్రతి ఇంటికి తాగునీరు అందిస్తామని అన్నారు. సమస్యల పరిష్కారానికి అధికారులు సమన్వయంతో పనిచేయాలని, నిర్లక్ష్యం వహిస్తే కఠిన చర్యలు తప్పవని హెచ్చరించారు. [986, 879, 1481, 1008]
news-photo [986, 1974, 1127, 2070]
headline: 75 స్థానాలు మావే.. [185, 940, 298, 957]
headline: వెంకటాపూర్ పల్లెలో కాంగ్రెస్ పార్టీ [10, 1945, 183, 1961]
story-body: ఈ కార్యక్రమంలో జిల్లా కలెక్టర్, మండల అధికారులు, ప్రజాప్రతినిధులు, గ్రామ సర్పంచులు, ఉపాధ్యాయులు, విద్యార్థులు మరియు పలువురు నాయకులు పాల్గొన్నారు. ప్రభుత్వం చేపట్టిన సంక్షేమ పథకాలు ప్రతి ఒక్కరికీ అందేలా చర్యలు తీసుకోవాలని అధికారులను ఆదేశించారు. రాష్ట్రంలో హరితహారం కార్యక్రమాన్ని విజయవంతం చేయాలని, ప్రతి ఒక్కరూ మొక్కలు నాటి వాటిని సంరక్షించాలని కోరారు. గ్రామాల అభివృద్ధికి ప్రభుత్వం కట్టుబడి ఉందని, పేదల సంక్షేమమే లక్ష్యంగా పనిచేస్తున్నామని తెలిపారు. విద్యార్థులు చదువుతో పాటు పరిసరాల పరిశుభ్రతపై దృష్టి సారించాలని సూచించారు. రైతుబంధు, రైతు బీమా పథకాలతో రైతులకు మేలు జరుగుతుందని, మిషన్ భగీరథ ద్వారా ప్రతి ఇంటికి తాగునీరు అందిస్తామని అన్నారు. సమస్యల పరిష్కారానికి అధికారులు సమన్వయంతో పనిచేయాలని, నిర్లక్ష్యం వహిస్తే కఠిన చర్యలు తప్పవని హెచ్చరించారు. ఈ కార్యక్రమంలో జిల్లా కలెక్టర్, మండల అధికారులు, ప్రజాప్రతినిధులు, గ్రామ సర్పంచులు, ఉపాధ్యాయులు, విద్యార్థులు మరియు పలువురు నాయకులు పాల్గొన్నారు. ప్రభుత్వం చేపట్టిన సంక్షేమ పథకాలు ప్రతి ఒక్కరికీ అందేలా చర్యలు తీసుకోవాలని అధికారులను ఆదేశించారు. రాష్ట్రంలో హరితహారం కార్యక్రమాన్ని విజయవంతం చేయాలని, ప్రతి ఒక్కరూ మొక్కలు నాటి వాటిని సంరక్షించాలని కోరారు. గ్రామాల అభివృద్ధికి ప్రభుత్వం కట్టుబడి ఉందని, పేదల సంక్షేమమే లక్ష్యంగా పనిచేస్తున్నామని తెలిపారు. విద్యార్థులు చదువుతో పాటు పరిసరాల పరిశుభ్రతపై దృష్టి సారించాలని సూచించారు. రైతుబంధు, రైతు బీమా పథకాలతో రైతులకు మేలు జరుగుతుందని, మిషన్ భగీరథ ద్వారా ప్రతి ఇంటికి తాగునీరు అందిస్తామని అన్నారు. సమస్యల పరిష్కారానికి అధికారులు సమన్వయంతో పనిచేయాలని, నిర్లక్ష్యం వహిస్తే కఠిన చర్యలు తప్పవని హెచ్చరించారు. [10, 1966, 473, 2277]
story [986, 692, 1481, 845]
story [10, 941, 473, 1095]
issue-date: ఆదివారం 26 ఆగస్టు 2018 [10, 16, 256, 42]
headline: బాలికల గురుకులంలో ఆధ్యాపకుల పోస్టుల భర్తీకి చర్యలు [583, 1745, 885, 1761]
story [986, 1451, 1481, 1604]
edition-city: హైదరాబాద్ [1344, 16, 1440, 41]
headline: వృద్ధాశ్రమంలో లయన్స్ క్లబ్ సేవలు [498, 2067, 757, 2092]
story [498, 2267, 971, 2421]
story-body: ఈ కార్యక్రమంలో జిల్లా కలెక్టర్, మండల అధికారులు, ప్రజాప్రతినిధులు, గ్రామ సర్పంచులు, ఉపాధ్యాయులు, విద్యార్థులు మరియు పలువురు నాయకులు పాల్గొన్నారు. ప్రభుత్వం చేపట్టిన సంక్షేమ పథకాలు ప్రతి ఒక్కరికీ అందేలా చర్యలు తీసుకోవాలని అధికారులను ఆదేశించారు. రాష్ట్రంలో హరితహారం కార్యక్రమాన్ని విజయవంతం చేయాలని, ప్రతి ఒక్కరూ మొక్కలు నాటి వాటిని సంరక్షించాలని కోరారు. గ్రామాల అభివృద్ధికి ప్రభుత్వం కట్టుబడి ఉందని, పేదల సంక్షేమమే లక్ష్యంగా పనిచేస్తున్నామని తెలిపారు. విద్యార్థులు చదువుతో పాటు పరిసరాల పరిశుభ్రతపై దృష్టి సారించాలని సూచించారు. రైతుబంధు, రైతు బీమా పథకాలతో రైతులకు మేలు జరుగుతుందని, మిషన్ భగీరథ ద్వారా ప్రతి ఇంటికి తాగునీరు అందిస్తామని అన్నారు. సమస్యల పరిష్కారానికి అధికారులు సమన్వయంతో పనిచేయాలని, నిర్లక్ష్యం వహిస్తే కఠిన చర్యలు తప్పవని హెచ్చరించారు. [986, 64, 1481, 194]
story-body: ఈ కార్యక్రమంలో జిల్లా కలెక్టర్, మండల అధికారులు, ప్రజాప్రతినిధులు, గ్రామ సర్పంచులు, ఉపాధ్యాయులు, విద్యార్థులు మరియు పలువురు నాయకులు పాల్గొన్నారు. ప్రభుత్వం చేపట్టిన సంక్షేమ పథకాలు ప్రతి ఒక్కరికీ అందేలా చర్యలు తీసుకోవాలని అధికారులను ఆదేశించారు. రాష్ట్రంలో హరితహారం కార్యక్రమాన్ని విజయవంతం చేయాలని, ప్రతి ఒక్కరూ మొక్కలు నాటి వాటిని సంరక్షించాలని కోరారు. గ్రామాల అభివృద్ధికి ప్రభుత్వం కట్టుబడి ఉందని, పేదల సంక్షేమమే లక్ష్యంగా పనిచేస్తున్నామని తెలిపారు. విద్యార్థులు చదువుతో పాటు పరిసరాల పరిశుభ్రతపై దృష్టి సారించాలని సూచించారు. రైతుబంధు, రైతు బీమా పథకాలతో రైతులకు మేలు జరుగుతుందని, మిషన్ భగీరథ ద్వారా ప్రతి ఇంటికి తాగునీరు అందిస్తామని అన్నారు. సమస్యల పరిష్కారానికి అధికారులు సమన్వయంతో పనిచేయాలని, నిర్లక్ష్యం వహిస్తే కఠిన చర్యలు తప్పవని హెచ్చరించారు. [986, 1972, 1481, 2135]
story-body: ఈ కార్యక్రమంలో జిల్లా కలెక్టర్, మండల అధికారులు, ప్రజాప్రతినిధులు, గ్రామ సర్పంచులు, ఉపాధ్యాయులు, విద్యార్థులు మరియు పలువురు నాయకులు పాల్గొన్నారు. ప్రభుత్వం చేపట్టిన సంక్షేమ పథకాలు ప్రతి ఒక్కరికీ అందేలా చర్యలు తీసుకోవాలని అధికారులను ఆదేశించారు. రాష్ట్రంలో హరితహారం కార్యక్రమాన్ని విజయవంతం చేయాలని, ప్రతి ఒక్కరూ మొక్కలు నాటి వాటిని సంరక్షించాలని కోరారు. గ్రామాల అభివృద్ధికి ప్రభుత్వం కట్టుబడి ఉందని, పేదల సంక్షేమమే లక్ష్యంగా పనిచేస్తున్నామని తెలిపారు. విద్యార్థులు చదువుతో పాటు పరిసరాల పరిశుభ్రతపై దృష్టి సారించాలని సూచించారు. రైతుబంధు, రైతు బీమా పథకాలతో రైతులకు మేలు జరుగుతుందని, మిషన్ భగీరథ ద్వారా ప్రతి ఇంటికి తాగునీరు అందిస్తామని అన్నారు. సమస్యల పరిష్కారానికి అధికారులు సమన్వయంతో పనిచేయాలని, నిర్లక్ష్యం వహిస్తే కఠిన చర్యలు తప్పవని హెచ్చరించారు. [10, 1769, 473, 1932]
column-right [977, 63, 1481, 2467]
story-body: ఈ కార్యక్రమంలో జిల్లా కలెక్టర్, మండల అధికారులు, ప్రజాప్రతినిధులు, గ్రామ సర్పంచులు, ఉపాధ్యాయులు, విద్యార్థులు మరియు పలువురు నాయకులు పాల్గొన్నారు. ప్రభుత్వం చేపట్టిన సంక్షేమ పథకాలు ప్రతి ఒక్కరికీ అందేలా చర్యలు తీసుకోవాలని అధికారులను ఆదేశించారు. రాష్ట్రంలో హరితహారం కార్యక్రమాన్ని విజయవంతం చేయాలని, ప్రతి ఒక్కరూ మొక్కలు నాటి వాటిని సంరక్షించాలని కోరారు. గ్రామాల అభివృద్ధికి ప్రభుత్వం కట్టుబడి ఉందని, పేదల సంక్షేమమే లక్ష్యంగా పనిచేస్తున్నామని తెలిపారు. విద్యార్థులు చదువుతో పాటు పరిసరాల పరిశుభ్రతపై దృష్టి సారించాలని సూచించారు. రైతుబంధు, రైతు బీమా పథకాలతో రైతులకు మేలు జరుగుతుందని, మిషన్ భగీరథ ద్వారా ప్రతి ఇంటికి తాగునీరు అందిస్తామని అన్నారు. సమస్యల పరిష్కారానికి అధికారులు సమన్వయంతో పనిచేయాలని, నిర్లక్ష్యం వహిస్తే కఠిన చర్యలు తప్పవని హెచ్చరించారు. ఈ కార్యక్రమంలో జిల్లా కలెక్టర్, మండల అధికారులు, ప్రజాప్రతినిధులు, గ్రామ సర్పంచులు, ఉపాధ్యాయులు, విద్యార్థులు మరియు పలువురు నాయకులు పాల్గొన్నారు. ప్రభుత్వం చేపట్టిన సంక్షేమ పథకాలు ప్రతి ఒక్కరికీ అందేలా చర్యలు తీసుకోవాలని అధికారులను ఆదేశించారు. రాష్ట్రంలో హరితహారం కార్యక్రమాన్ని విజయవంతం చేయాలని, ప్రతి ఒక్కరూ మొక్కలు నాటి వాటిని సంరక్షించాలని కోరారు. గ్రామాల అభివృద్ధికి ప్రభుత్వం కట్టుబడి ఉందని, పేదల సంక్షేమమే లక్ష్యంగా పనిచేస్తున్నామని తెలిపారు. విద్యార్థులు చదువుతో పాటు పరిసరాల పరిశుభ్రతపై దృష్టి సారించాలని సూచించారు. రైతుబంధు, రైతు బీమా పథకాలతో రైతులకు మేలు జరుగుతుందని, మిషన్ భగీరథ ద్వారా ప్రతి ఇంటికి తాగునీరు అందిస్తామని అన్నారు. సమస్యల పరిష్కారానికి అధికారులు సమన్వయంతో పనిచేయాలని, నిర్లక్ష్యం వహిస్తే కఠిన చర్యలు తప్పవని హెచ్చరించారు. [498, 229, 971, 524]
story [10, 1945, 473, 2279]
story [986, 63, 1481, 196]
divider [498, 1366, 971, 1367]
story-body: ఈ కార్యక్రమంలో జిల్లా కలెక్టర్, మండల అధికారులు, ప్రజాప్రతినిధులు, గ్రామ సర్పంచులు, ఉపాధ్యాయులు, విద్యార్థులు మరియు పలువురు నాయకులు పాల్గొన్నారు. ప్రభుత్వం చేపట్టిన సంక్షేమ పథకాలు ప్రతి ఒక్కరికీ అందేలా చర్యలు తీసుకోవాలని అధికారులను ఆదేశించారు. రాష్ట్రంలో హరితహారం కార్యక్రమాన్ని విజయవంతం చేయాలని, ప్రతి ఒక్కరూ మొక్కలు నాటి వాటిని సంరక్షించాలని కోరారు. గ్రామాల అభివృద్ధికి ప్రభుత్వం కట్టుబడి ఉందని, పేదల సంక్షేమమే లక్ష్యంగా పనిచేస్తున్నామని తెలిపారు. విద్యార్థులు చదువుతో పాటు పరిసరాల పరిశుభ్రతపై దృష్టి సారించాలని సూచించారు. రైతుబంధు, రైతు బీమా పథకాలతో రైతులకు మేలు జరుగుతుందని, మిషన్ భగీరథ ద్వారా ప్రతి ఇంటికి తాగునీరు అందిస్తామని అన్నారు. సమస్యల పరిష్కారానికి అధికారులు సమన్వయంతో పనిచేయాలని, నిర్లక్ష్యం వహిస్తే కఠిన చర్యలు తప్పవని హెచ్చరించారు. [10, 962, 473, 1092]
headline: రాష్ట్రంలో పొత్తు ఉంటుంది [171, 1099, 312, 1116]
